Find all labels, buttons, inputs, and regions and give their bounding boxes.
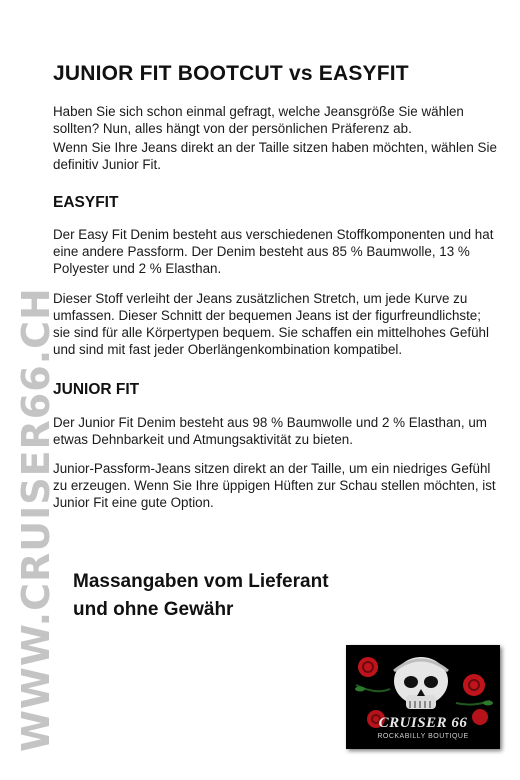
- intro-paragraph-1: Haben Sie sich schon einmal gefragt, welche Jeansgröße Sie wählen sollten? Nun, alles hängt von der persönlichen Präferenz ab.: [53, 104, 464, 136]
- disclaimer-line-1: Massangaben vom Lieferant: [73, 571, 329, 592]
- disclaimer-line-2: und ohne Gewähr: [73, 599, 234, 620]
- website-watermark: WWW.CRUISER66.CH: [14, 287, 58, 752]
- page-title: JUNIOR FIT BOOTCUT vs EASYFIT: [53, 62, 409, 85]
- junior-fit-paragraph-1: Der Junior Fit Denim besteht aus 98 % Baumwolle und 2 % Elasthan, um etwas Dehnbarkeit und Atmungsaktivität zu bieten.: [53, 415, 487, 447]
- cruiser66-logo: [346, 645, 500, 749]
- logo-name: CRUISER 66: [378, 715, 468, 731]
- intro-paragraph-2: Wenn Sie Ihre Jeans direkt an der Taille sitzen haben möchten, wählen Sie definitiv Junior Fit.: [53, 140, 497, 172]
- easyfit-paragraph-1: Der Easy Fit Denim besteht aus verschiedenen Stoffkomponenten und hat eine andere Passform. Der Denim besteht aus 85 % Baumwolle, 13 % Polyester und 2 % Elasthan.: [53, 227, 494, 276]
- junior-fit-paragraph-2: Junior-Passform-Jeans sitzen direkt an der Taille, um ein niedriges Gefühl zu erzeugen. Wenn Sie Ihre üppigen Hüften zur Schau stellen möchten, ist Junior Fit eine gute Option.: [53, 461, 496, 510]
- easyfit-heading: EASYFIT: [53, 194, 119, 211]
- logo-tagline: ROCKABILLY BOUTIQUE: [377, 733, 469, 740]
- easyfit-paragraph-2: Dieser Stoff verleiht der Jeans zusätzlichen Stretch, um jede Kurve zu umfassen. Dieser Schnitt der bequemen Jeans ist der figurfreundlichste; sie sind für alle Körpertypen bequem. Sie schaffen ein mittelhohes Gefühl und sind mit fast jeder Oberlängenkombination kompatibel.: [53, 291, 489, 357]
- junior-fit-heading: JUNIOR FIT: [53, 381, 140, 398]
